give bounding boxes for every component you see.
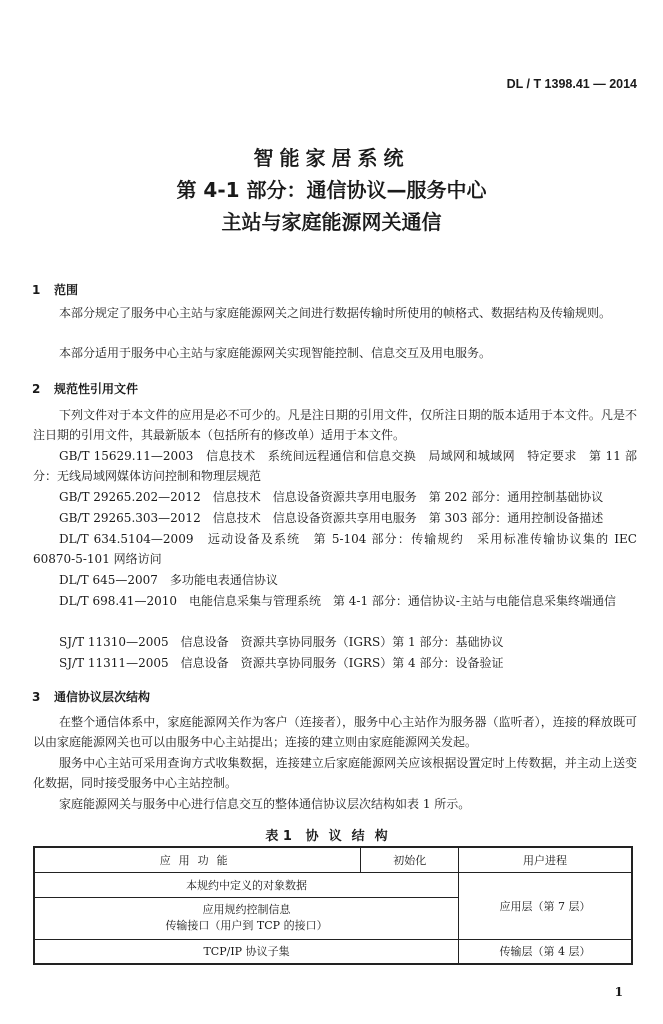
standard-code: DL / T 1398.41 — 2014 [506,77,637,91]
table-row [34,847,632,872]
reference-item: DL/T 645—2007 多功能电表通信协议 [59,573,278,587]
section-3-paragraph-3: 家庭能源网关与服务中心进行信息交互的整体通信协议层次结构如表 1 所示。 [59,797,471,811]
table-1-title: 协议结构 [305,829,398,844]
section-3-heading [32,688,150,705]
doc-title-line-3: 主站与家庭能源网关通信 [221,210,442,234]
header-user-process: 用户进程 [459,847,632,872]
table-row [34,872,632,897]
doc-title-line-1: 智能家居系统 [253,146,410,170]
reference-item: SJ/T 11310—2005 信息设备 资源共享协同服务（IGRS）第 1 部分：基础协议 [59,635,504,649]
cell-application-layer: 应用层（第 7 层） [459,872,632,939]
cell-object-data: 本规约中定义的对象数据 [34,872,459,897]
section-3-paragraph-1: 在整个通信体系中，家庭能源网关作为客户（连接者），服务中心主站作为服务器（监听者），连接的释放既可以由家庭能源网关也可以由服务中心主站提出；连接的建立则由家庭能源网关发起。 [33,715,637,749]
table-1-number: 表 1 [265,829,292,844]
reference-item: SJ/T 11311—2005 信息设备 资源共享协同服务（IGRS）第 4 部分：设备验证 [59,656,504,670]
header-initialization: 初始化 [361,847,459,872]
control-info-line-2: 传输接口（用户到 TCP 的接口） [165,919,328,932]
section-2-intro: 下列文件对于本文件的应用是必不可少的。凡是注日期的引用文件，仅所注日期的版本适用于本文件。凡是不注日期的引用文件，其最新版本（包括所有的修改单）适用于本文件。 [33,408,637,442]
section-2-heading [32,380,138,397]
header-app-function: 应用功能 [34,847,361,872]
page-number: 1 [614,985,623,999]
section-3-title: 通信协议层次结构 [54,690,151,704]
reference-item: GB/T 15629.11—2003 信息技术 系统间远程通信和信息交换 局域网和城域网 特定要求 第 11 部分：无线局域网媒体访问控制和物理层规范 [33,449,637,483]
section-1-number: 1 [32,283,41,297]
reference-item: GB/T 29265.303—2012 信息技术 信息设备资源共享用电服务 第 303 部分：通用控制设备描述 [59,511,604,525]
reference-item: DL/T 698.41—2010 电能信息采集与管理系统 第 4-1 部分：通信协议-主站与电能信息采集终端通信 [59,594,616,608]
section-1-paragraph-1: 本部分规定了服务中心主站与家庭能源网关之间进行数据传输时所使用的帧格式、数据结构及传输规则。 [59,306,612,320]
cell-tcpip-subset: TCP/IP 协议子集 [34,939,459,964]
section-3-paragraph-2: 服务中心主站可采用查询方式收集数据，连接建立后家庭能源网关应该根据设置定时上传数据，并主动上送变化数据，同时接受服务中心主站控制。 [33,756,637,790]
section-2-title: 规范性引用文件 [54,382,139,396]
control-info-line-1: 应用规约控制信息 [202,903,291,916]
section-3-number: 3 [32,690,41,704]
table-1-caption [0,825,663,844]
protocol-structure-table [33,846,633,965]
cell-control-info [34,897,459,939]
section-1-heading [32,281,78,298]
section-1-paragraph-2: 本部分适用于服务中心主站与家庭能源网关实现智能控制、信息交互及用电服务。 [59,346,492,360]
reference-item: GB/T 29265.202—2012 信息技术 信息设备资源共享用电服务 第 202 部分：通用控制基础协议 [59,490,604,504]
section-2-number: 2 [32,382,41,396]
table-row [34,939,632,964]
reference-item: DL/T 634.5104—2009 远动设备及系统 第 5-104 部分：传输规约 采用标准传输协议集的 IEC 60870-5-101 网络访问 [33,532,637,566]
cell-transport-layer: 传输层（第 4 层） [459,939,632,964]
section-1-title: 范围 [54,283,79,297]
doc-title-line-2: 第 4-1 部分：通信协议—服务中心 [176,178,487,202]
